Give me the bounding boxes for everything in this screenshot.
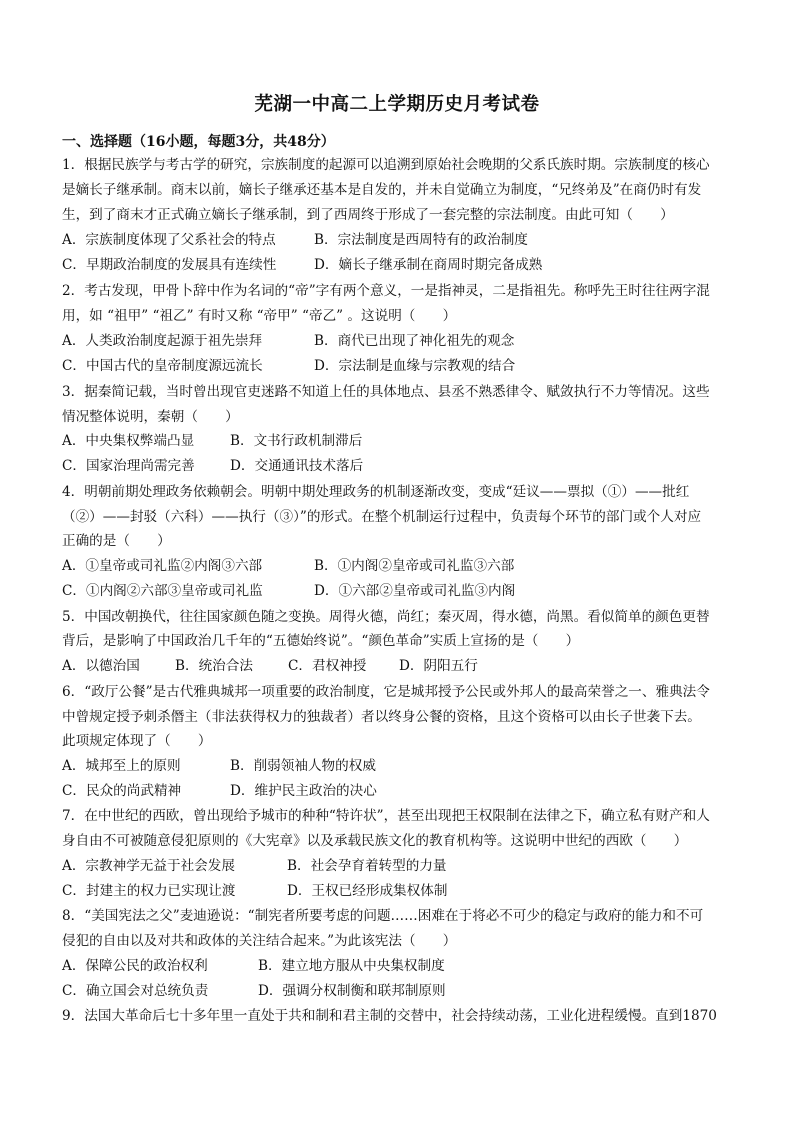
question-4-stem-line-1: 4．明朝前期处理政务依赖朝会。明朝中期处理政务的机制逐渐改变，变成“廷议——票拟（①）——批红: [62, 484, 690, 500]
question-2-option-a: A．人类政治制度起源于祖先崇拜: [62, 333, 263, 349]
question-3-stem-line-1: 3．据秦简记载，当时曾出现官吏迷路不知道上任的具体地点、县丞不熟悉律令、赋敛执行不力等情况。这些: [62, 384, 710, 400]
question-5-stem-line-1: 5．中国改朝换代，往往国家颜色随之变换。周得火德，尚红；秦灭周，得水德，尚黑。看似简单的颜色更替: [62, 609, 710, 625]
question-8-stem-line-1: 8．“美国宪法之父”麦迪逊说：“制宪者所要考虑的问题……困难在于将必不可少的稳定与政府的能力和不可: [62, 908, 704, 924]
question-6-option-b: B．削弱领袖人物的权威: [230, 758, 376, 774]
section-heading: 一、选择题（16小题，每题3分，共48分）: [62, 134, 335, 150]
question-4-stem-line-2: （②）——封驳（六科）——执行（③）”的形式。在整个机制运行过程中，负责每个环节的部门或个人对应: [62, 509, 702, 525]
question-7-option-c: C．封建主的权力已实现让渡: [62, 883, 236, 899]
question-7-stem-line-2: 身自由不可被随意侵犯原则的《大宪章》以及承载民族文化的教育机构等。这说明中世纪的西欧（ ）: [62, 833, 688, 849]
question-4-option-d: D．①六部②皇帝或司礼监③内阁: [314, 583, 516, 599]
question-1-stem-line-2: 是嫡长子继承制。商末以前，嫡长子继承还基本是自发的，并未自觉确立为制度，“兄终弟及”在商仍时有发: [62, 182, 702, 198]
question-6-stem-line-1: 6．“政厅公餐”是古代雅典城邦一项重要的政治制度，它是城邦授予公民或外邦人的最高荣誉之一、雅典法令: [62, 684, 710, 700]
question-3-option-d: D．交通通讯技术落后: [230, 458, 364, 474]
question-6-stem-line-2: 中曾规定授予刺杀僭主（非法获得权力的独裁者）者以终身公餐的资格，且这个资格可以由长子世袭下去。: [62, 709, 701, 725]
question-7-stem-line-1: 7．在中世纪的西欧，曾出现给予城市的种种“特许状”，甚至出现把王权限制在法律之下，确立私有财产和人: [62, 808, 710, 824]
question-3-option-c: C．国家治理尚需完善: [62, 458, 195, 474]
question-1-option-a: A．宗族制度体现了父系社会的特点: [62, 232, 276, 248]
question-5-option-a: A．以德治国: [62, 658, 140, 674]
question-2-option-b: B．商代已出现了神化祖先的观念: [314, 333, 515, 349]
question-2-option-c: C．中国古代的皇帝制度源远流长: [62, 358, 263, 374]
question-6-option-a: A．城邦至上的原则: [62, 758, 181, 774]
question-8-option-a: A．保障公民的政治权利: [62, 958, 208, 974]
question-1-option-d: D．嫡长子继承制在商周时期完备成熟: [314, 257, 543, 273]
question-1-option-b: B．宗法制度是西周特有的政治制度: [314, 232, 528, 248]
question-8-option-b: B．建立地方服从中央集权制度: [258, 958, 445, 974]
question-3-option-a: A．中央集权弊端凸显: [62, 433, 195, 449]
page-title: 芜湖一中高二上学期历史月考试卷: [254, 94, 540, 115]
question-5-stem-line-2: 背后，是影响了中国政治几千年的“五德始终说”。“颜色革命”实质上宣扬的是（ ）: [62, 633, 580, 649]
question-1-option-c: C．早期政治制度的发展具有连续性: [62, 257, 277, 273]
question-7-option-b: B．社会孕育着转型的力量: [287, 858, 447, 874]
question-9-stem-line-1: 9．法国大革命后七十多年里一直处于共和制和君主制的交替中，社会持续动荡，工业化进程缓慢。直到1870: [62, 1008, 717, 1024]
question-1-stem-line-1: 1．根据民族学与考古学的研究，宗族制度的起源可以追溯到原始社会晚期的父系氏族时期。宗族制度的核心: [62, 157, 710, 173]
question-4-option-b: B．①内阁②皇帝或司礼监③六部: [314, 558, 515, 574]
question-4-stem-line-3: 正确的是（ ）: [62, 533, 171, 549]
question-5-option-d: D．阴阳五行: [399, 658, 478, 674]
question-8-stem-line-2: 侵犯的自由以及对共和政体的关注结合起来。”为此该宪法（ ）: [62, 933, 457, 949]
question-6-option-d: D．维护民主政治的决心: [230, 783, 377, 799]
question-4-option-a: A．①皇帝或司礼监②内阁③六部: [62, 558, 263, 574]
question-4-option-c: C．①内阁②六部③皇帝或司礼监: [62, 583, 263, 599]
question-5-option-b: B．统治合法: [175, 658, 253, 674]
question-6-option-c: C．民众的尚武精神: [62, 783, 182, 799]
question-7-option-a: A．宗教神学无益于社会发展: [62, 858, 235, 874]
question-6-stem-line-3: 此项规定体现了（ ）: [62, 733, 212, 749]
question-3-option-b: B．文书行政机制滞后: [230, 433, 363, 449]
question-2-stem-line-2: 用，如 “祖甲” “祖乙” 有时又称 “帝甲” “帝乙” 。这说明（ ）: [62, 308, 457, 324]
question-2-option-d: D．宗法制是血缘与宗教观的结合: [314, 358, 516, 374]
question-5-option-c: C．君权神授: [288, 658, 367, 674]
question-8-option-c: C．确立国会对总统负责: [62, 983, 209, 999]
question-2-stem-line-1: 2．考古发现，甲骨卜辞中作为名词的“帝”字有两个意义，一是指神灵，二是指祖先。称呼先王时往往两字混: [62, 283, 710, 299]
question-8-option-d: D．强调分权制衡和联邦制原则: [258, 983, 446, 999]
question-7-option-d: D．王权已经形成集权体制: [287, 883, 448, 899]
question-3-stem-line-2: 情况整体说明，秦朝（ ）: [62, 409, 239, 425]
question-1-stem-line-3: 生，到了商末才正式确立嫡长子继承制，到了西周终于形成了一套完整的宗法制度。由此可知（ ）: [62, 207, 674, 223]
